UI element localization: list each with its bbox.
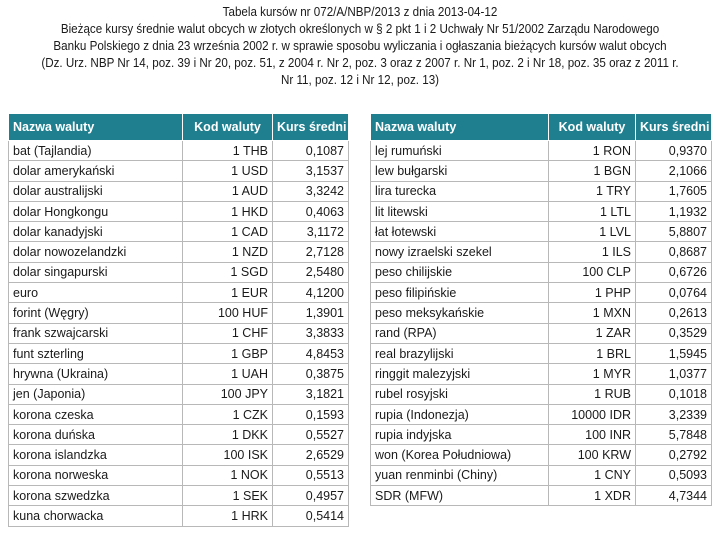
description-line-4: Nr 11, poz. 12 i Nr 12, poz. 13) [280, 73, 440, 87]
table-row [9, 506, 349, 526]
table-row [371, 161, 712, 181]
average-rate-cell: 0,8687 [636, 242, 712, 262]
currency-name-cell: SDR (MFW) [371, 486, 549, 506]
currency-code-cell: 1 MXN [549, 303, 636, 323]
currency-name-cell: peso filipińskie [371, 283, 549, 303]
currency-name-cell: peso chilijskie [371, 262, 549, 282]
currency-name-cell: dolar kanadyjski [9, 222, 183, 242]
average-rate-cell: 1,3901 [273, 303, 349, 323]
currency-name-cell: dolar amerykański [9, 161, 183, 181]
average-rate-cell: 0,0764 [636, 283, 712, 303]
table-row [9, 404, 349, 424]
currency-code-cell: 1 RUB [549, 384, 636, 404]
currency-code-cell: 1 NZD [183, 242, 273, 262]
currency-code-cell: 1 HRK [183, 506, 273, 526]
table-row [9, 242, 349, 262]
currency-name-cell: rupia indyjska [371, 425, 549, 445]
table-row [9, 201, 349, 221]
average-rate-cell: 5,8807 [636, 222, 712, 242]
column-header-code: Kod waluty [183, 114, 273, 141]
column-header-name: Nazwa waluty [9, 114, 183, 141]
currency-name-cell: hrywna (Ukraina) [9, 364, 183, 384]
table-row [371, 425, 712, 445]
average-rate-cell: 4,8453 [273, 343, 349, 363]
currency-name-cell: real brazylijski [371, 343, 549, 363]
currency-code-cell: 1 NOK [183, 465, 273, 485]
average-rate-cell: 0,1087 [273, 141, 349, 161]
rates-table-left [8, 113, 349, 527]
currency-code-cell: 1 CHF [183, 323, 273, 343]
currency-name-cell: funt szterling [9, 343, 183, 363]
column-header-rate: Kurs średni [636, 114, 712, 141]
currency-code-cell: 100 INR [549, 425, 636, 445]
average-rate-cell: 0,6726 [636, 262, 712, 282]
currency-code-cell: 1 USD [183, 161, 273, 181]
average-rate-cell: 3,2339 [636, 404, 712, 424]
currency-name-cell: yuan renminbi (Chiny) [371, 465, 549, 485]
currency-code-cell: 100 HUF [183, 303, 273, 323]
table-row [371, 486, 712, 506]
average-rate-cell: 0,2792 [636, 445, 712, 465]
currency-code-cell: 1 GBP [183, 343, 273, 363]
currency-code-cell: 1 UAH [183, 364, 273, 384]
table-row [371, 303, 712, 323]
currency-name-cell: lej rumuński [371, 141, 549, 161]
currency-name-cell: frank szwajcarski [9, 323, 183, 343]
currency-code-cell: 1 PHP [549, 283, 636, 303]
currency-name-cell: nowy izraelski szekel [371, 242, 549, 262]
currency-name-cell: korona islandzka [9, 445, 183, 465]
currency-name-cell: łat łotewski [371, 222, 549, 242]
table-row [371, 201, 712, 221]
table-header-row [9, 114, 349, 141]
currency-code-cell: 1 LTL [549, 201, 636, 221]
currency-name-cell: rand (RPA) [371, 323, 549, 343]
average-rate-cell: 0,9370 [636, 141, 712, 161]
table-row [9, 384, 349, 404]
currency-code-cell: 1 AUD [183, 181, 273, 201]
currency-code-cell: 100 KRW [549, 445, 636, 465]
table-title: Tabela kursów nr 072/A/NBP/2013 z dnia 2013-04-12 [222, 5, 498, 19]
table-row [9, 425, 349, 445]
currency-code-cell: 1 CZK [183, 404, 273, 424]
currency-name-cell: lit litewski [371, 201, 549, 221]
table-row [371, 323, 712, 343]
average-rate-cell: 1,0377 [636, 364, 712, 384]
currency-code-cell: 1 MYR [549, 364, 636, 384]
currency-name-cell: dolar Hongkongu [9, 201, 183, 221]
average-rate-cell: 2,7128 [273, 242, 349, 262]
average-rate-cell: 3,1172 [273, 222, 349, 242]
document-header [25, 4, 695, 89]
table-row [9, 445, 349, 465]
currency-name-cell: euro [9, 283, 183, 303]
currency-name-cell: lew bułgarski [371, 161, 549, 181]
currency-code-cell: 1 HKD [183, 201, 273, 221]
average-rate-cell: 2,6529 [273, 445, 349, 465]
average-rate-cell: 1,7605 [636, 181, 712, 201]
currency-code-cell: 1 CAD [183, 222, 273, 242]
table-row [371, 343, 712, 363]
currency-name-cell: bat (Tajlandia) [9, 141, 183, 161]
table-row [9, 465, 349, 485]
average-rate-cell: 0,5414 [273, 506, 349, 526]
currency-name-cell: won (Korea Południowa) [371, 445, 549, 465]
currency-name-cell: dolar australijski [9, 181, 183, 201]
currency-name-cell: dolar singapurski [9, 262, 183, 282]
average-rate-cell: 0,5093 [636, 465, 712, 485]
description-line-1: Bieżące kursy średnie walut obcych w złotych określonych w § 2 pkt 1 i 2 Uchwały Nr 51/2002 Zarządu Narodowego [60, 22, 660, 36]
average-rate-cell: 0,5527 [273, 425, 349, 445]
currency-name-cell: lira turecka [371, 181, 549, 201]
table-row [371, 364, 712, 384]
table-row [9, 343, 349, 363]
currency-code-cell: 10000 IDR [549, 404, 636, 424]
currency-name-cell: korona czeska [9, 404, 183, 424]
currency-code-cell: 1 SEK [183, 486, 273, 506]
column-header-rate: Kurs średni [273, 114, 349, 141]
average-rate-cell: 3,3242 [273, 181, 349, 201]
rates-table-right [370, 113, 712, 506]
table-row [9, 262, 349, 282]
table-row [9, 364, 349, 384]
description-line-2: Banku Polskiego z dnia 23 września 2002 r. w sprawie sposobu wyliczania i ogłaszania bieżących kursów walut obcych [53, 39, 667, 53]
table-row [9, 161, 349, 181]
average-rate-cell: 3,3833 [273, 323, 349, 343]
average-rate-cell: 4,1200 [273, 283, 349, 303]
average-rate-cell: 0,3875 [273, 364, 349, 384]
description-line-3: (Dz. Urz. NBP Nr 14, poz. 39 i Nr 20, poz. 51, z 2004 r. Nr 2, poz. 3 oraz z 2007 r. Nr 1, poz. 2 i Nr 18, poz. 35 oraz z 2011 r. [41, 56, 679, 70]
currency-code-cell: 1 XDR [549, 486, 636, 506]
average-rate-cell: 0,3529 [636, 323, 712, 343]
currency-name-cell: rupia (Indonezja) [371, 404, 549, 424]
column-header-code: Kod waluty [549, 114, 636, 141]
table-row [371, 283, 712, 303]
average-rate-cell: 2,5480 [273, 262, 349, 282]
average-rate-cell: 0,5513 [273, 465, 349, 485]
currency-name-cell: korona szwedzka [9, 486, 183, 506]
currency-name-cell: korona duńska [9, 425, 183, 445]
currency-code-cell: 1 ILS [549, 242, 636, 262]
currency-code-cell: 1 LVL [549, 222, 636, 242]
average-rate-cell: 2,1066 [636, 161, 712, 181]
currency-name-cell: peso meksykańskie [371, 303, 549, 323]
table-row [371, 262, 712, 282]
currency-code-cell: 1 BRL [549, 343, 636, 363]
table-row [9, 486, 349, 506]
currency-name-cell: korona norweska [9, 465, 183, 485]
table-row [371, 141, 712, 161]
table-row [371, 445, 712, 465]
table-row [9, 222, 349, 242]
currency-name-cell: dolar nowozelandzki [9, 242, 183, 262]
table-header-row [371, 114, 712, 141]
currency-name-cell: rubel rosyjski [371, 384, 549, 404]
average-rate-cell: 4,7344 [636, 486, 712, 506]
currency-code-cell: 1 EUR [183, 283, 273, 303]
table-row [9, 181, 349, 201]
table-row [371, 181, 712, 201]
average-rate-cell: 0,4063 [273, 201, 349, 221]
average-rate-cell: 0,1018 [636, 384, 712, 404]
currency-name-cell: kuna chorwacka [9, 506, 183, 526]
average-rate-cell: 1,5945 [636, 343, 712, 363]
currency-code-cell: 1 SGD [183, 262, 273, 282]
average-rate-cell: 0,1593 [273, 404, 349, 424]
average-rate-cell: 0,4957 [273, 486, 349, 506]
table-row [371, 404, 712, 424]
average-rate-cell: 0,2613 [636, 303, 712, 323]
currency-code-cell: 100 CLP [549, 262, 636, 282]
currency-name-cell: ringgit malezyjski [371, 364, 549, 384]
currency-code-cell: 1 RON [549, 141, 636, 161]
table-row [371, 242, 712, 262]
average-rate-cell: 1,1932 [636, 201, 712, 221]
table-row [9, 283, 349, 303]
currency-name-cell: jen (Japonia) [9, 384, 183, 404]
table-row [9, 141, 349, 161]
column-header-name: Nazwa waluty [371, 114, 549, 141]
average-rate-cell: 3,1537 [273, 161, 349, 181]
average-rate-cell: 5,7848 [636, 425, 712, 445]
currency-code-cell: 100 ISK [183, 445, 273, 465]
currency-name-cell: forint (Węgry) [9, 303, 183, 323]
table-row [9, 323, 349, 343]
average-rate-cell: 3,1821 [273, 384, 349, 404]
table-row [371, 384, 712, 404]
currency-code-cell: 1 ZAR [549, 323, 636, 343]
table-row [371, 465, 712, 485]
currency-code-cell: 1 TRY [549, 181, 636, 201]
currency-code-cell: 1 DKK [183, 425, 273, 445]
table-row [371, 222, 712, 242]
currency-code-cell: 100 JPY [183, 384, 273, 404]
currency-code-cell: 1 CNY [549, 465, 636, 485]
currency-code-cell: 1 BGN [549, 161, 636, 181]
currency-code-cell: 1 THB [183, 141, 273, 161]
table-row [9, 303, 349, 323]
